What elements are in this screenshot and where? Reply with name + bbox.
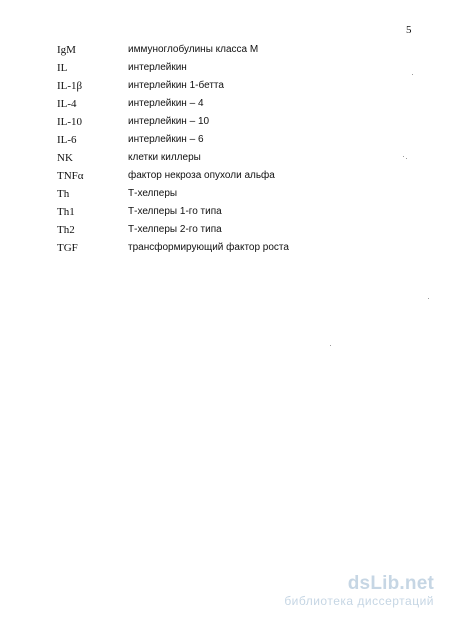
abbreviation-definition: Т-хелперы	[128, 188, 178, 199]
abbreviation-term: Th	[57, 188, 70, 200]
scan-speck	[330, 345, 331, 346]
abbreviation-term: IL	[57, 62, 68, 74]
scan-speck	[412, 74, 413, 75]
abbreviation-term: IL-6	[57, 134, 77, 146]
abbreviation-row	[0, 42, 450, 58]
watermark-logo: dsLib.net	[347, 573, 434, 594]
abbreviation-term: TGF	[57, 242, 78, 254]
abbreviation-term: NK	[57, 152, 73, 164]
abbreviation-row	[0, 168, 450, 184]
abbreviation-row	[0, 186, 450, 202]
abbreviation-definition: интерлейкин	[128, 62, 187, 73]
abbreviation-definition: интерлейкин – 10	[128, 116, 210, 127]
abbreviation-term: Th2	[57, 224, 75, 236]
abbreviation-row	[0, 240, 450, 256]
abbreviation-row	[0, 132, 450, 148]
abbreviation-definition: интерлейкин – 6	[128, 134, 204, 145]
scan-speck	[403, 156, 404, 157]
abbreviation-definition: клетки киллеры	[128, 152, 201, 163]
abbreviation-definition: Т-хелперы 2-го типа	[128, 224, 222, 235]
abbreviation-row	[0, 150, 450, 166]
abbreviation-term: IL-10	[57, 116, 83, 128]
abbreviation-row	[0, 114, 450, 130]
abbreviation-term: Th1	[57, 206, 75, 218]
abbreviation-definition: трансформирующий фактор роста	[128, 242, 289, 253]
abbreviation-definition: интерлейкин – 4	[128, 98, 204, 109]
watermark-tagline: библиотека диссертаций	[284, 594, 434, 608]
page-number: 5	[406, 24, 412, 36]
abbreviation-term: IgM	[57, 44, 76, 56]
abbreviation-definition: интерлейкин 1-бетта	[128, 80, 224, 91]
abbreviation-row	[0, 204, 450, 220]
abbreviation-term: IL-4	[57, 98, 77, 110]
watermark	[284, 574, 434, 608]
scan-speck	[428, 298, 429, 299]
abbreviation-row	[0, 78, 450, 94]
abbreviation-row	[0, 96, 450, 112]
abbreviation-row	[0, 60, 450, 76]
abbreviation-term: TNFα	[57, 170, 84, 182]
abbreviation-row	[0, 222, 450, 238]
abbreviation-definition: Т-хелперы 1-го типа	[128, 206, 222, 217]
scan-speck	[406, 158, 407, 159]
abbreviation-term: IL-1β	[57, 80, 83, 92]
abbreviation-definition: фактор некроза опухоли альфа	[128, 170, 275, 181]
abbreviation-definition: иммуноглобулины класса М	[128, 44, 259, 55]
